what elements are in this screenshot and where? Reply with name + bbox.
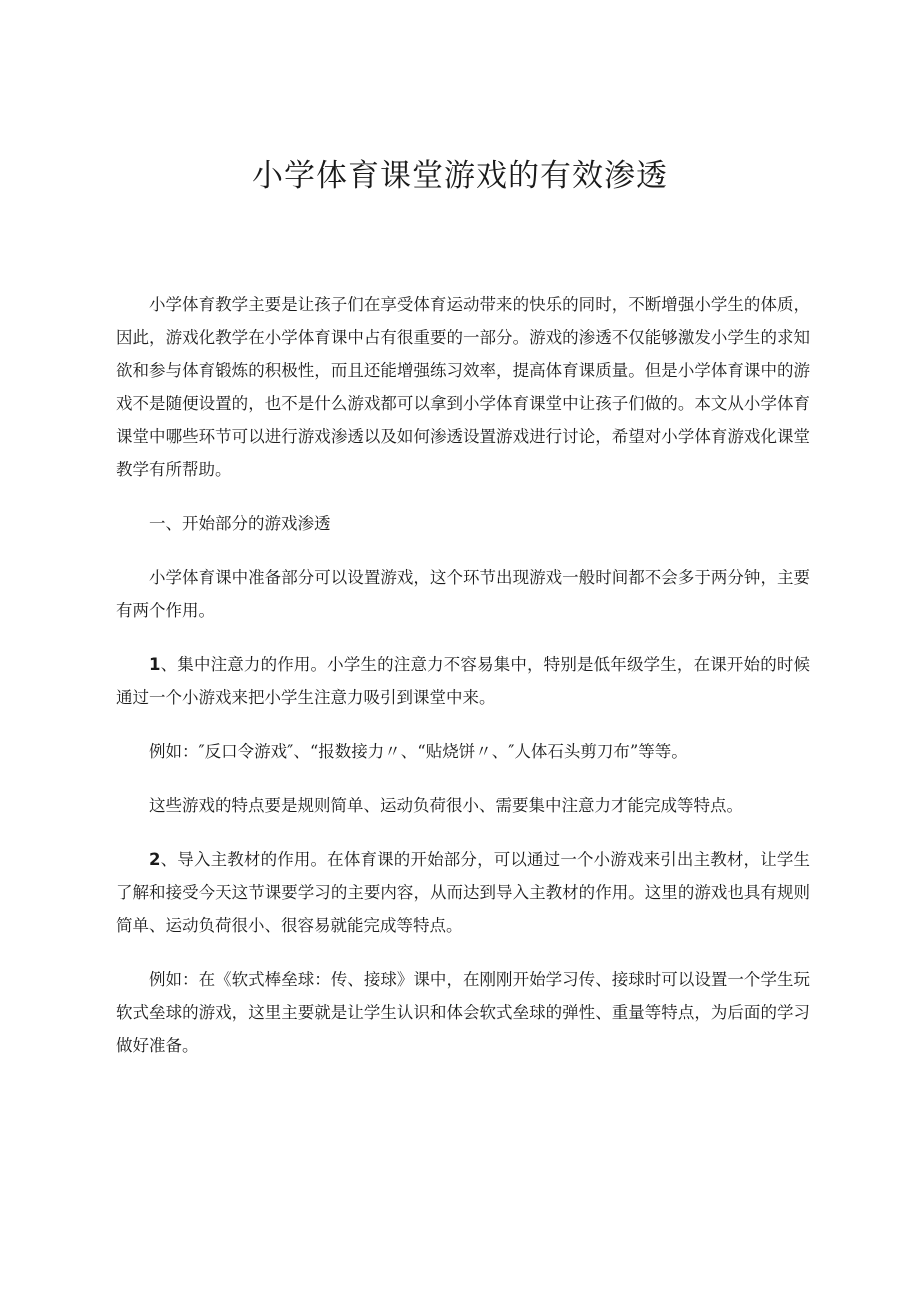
paragraph-text: 例如：″反口令游戏″、“报数接力〃、“贴烧饼〃、″人体石头剪刀布”等等。 (149, 742, 688, 761)
paragraph-point-2 (116, 843, 810, 942)
paragraph-point-2-example (116, 963, 810, 1062)
point-number: 1 (149, 655, 161, 674)
paragraph-text: 、集中注意力的作用。小学生的注意力不容易集中，特别是低年级学生，在课开始的时候通过一个小游戏来把小学生注意力吸引到课堂中来。 (116, 655, 810, 707)
paragraph-text: 小学体育课中准备部分可以设置游戏，这个环节出现游戏一般时间都不会多于两分钟，主要有两个作用。 (116, 568, 810, 620)
document-body (116, 288, 810, 1083)
paragraph-text: 这些游戏的特点要是规则简单、运动负荷很小、需要集中注意力才能完成等特点。 (149, 796, 743, 815)
paragraph-text: 小学体育教学主要是让孩子们在享受体育运动带来的快乐的同时，不断增强小学生的体质，因此，游戏化教学在小学体育课中占有很重要的一部分。游戏的渗透不仅能够激发小学生的求知欲和参与体育锻炼的积极性，而且还能增强练习效率，提高体育课质量。但是小学体育课中的游戏不是随便设置的，也不是什么游戏都可以拿到小学体育课堂中让孩子们做的。本文从小学体育课堂中哪些环节可以进行游戏渗透以及如何渗透设置游戏进行讨论，希望对小学体育游戏化课堂教学有所帮助。 (116, 295, 810, 479)
paragraph-point-1-example (116, 735, 810, 768)
section-heading-text: 一、开始部分的游戏渗透 (149, 514, 331, 533)
point-number: 2 (149, 850, 161, 869)
paragraph-intro (116, 288, 810, 486)
paragraph-point-1-features (116, 789, 810, 822)
paragraph-point-1 (116, 648, 810, 714)
paragraph-text: 、导入主教材的作用。在体育课的开始部分，可以通过一个小游戏来引出主教材，让学生了解和接受今天这节课要学习的主要内容，从而达到导入主教材的作用。这里的游戏也具有规则简单、运动负荷很小、很容易就能完成等特点。 (116, 850, 810, 935)
paragraph-section-intro (116, 561, 810, 627)
section-heading (116, 507, 810, 540)
paragraph-text: 例如：在《软式棒垒球：传、接球》课中，在刚刚开始学习传、接球时可以设置一个学生玩软式垒球的游戏，这里主要就是让学生认识和体会软式垒球的弹性、重量等特点，为后面的学习做好准备。 (116, 970, 810, 1055)
document-title: 小学体育课堂游戏的有效渗透 (252, 158, 668, 194)
